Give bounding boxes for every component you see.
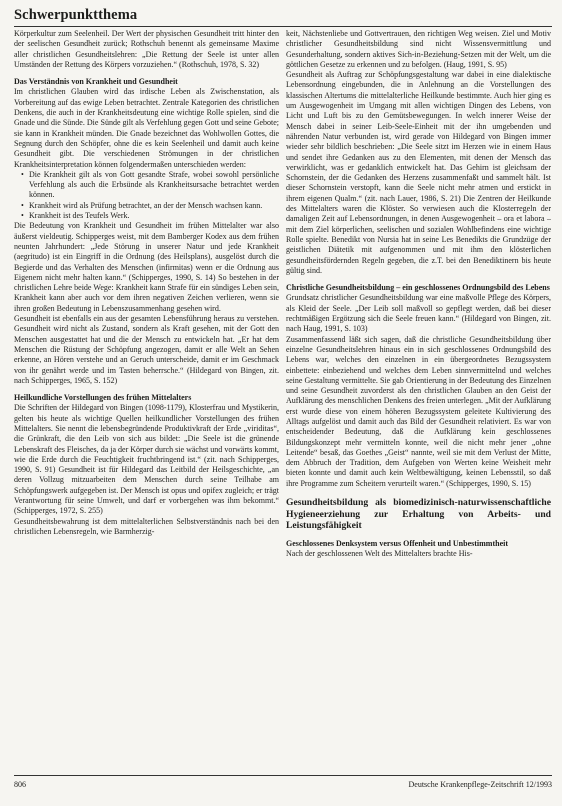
subheading: Das Verständnis von Krankheit und Gesundheit [14,77,178,87]
subheading: Heilkundliche Vorstellungen des frühen Mittelalters [14,393,192,403]
left-column [14,29,279,769]
paragraph: Körperkultur zum Seelenheil. Der Wert der physischen Gesundheit tritt hinter den der seelischen Gesundheit zurück; Rothschuh benennt als gemeinsame Maxime aller christlichen Gesundheitslehren: „Die Rettung der Seele ist unter allen Umständen der Rettung des Körpers vorzuziehen.“ (Rothschuh, 1978, S. 32) [14,29,279,69]
right-column [286,29,551,769]
paragraph: Im christlichen Glauben wird das irdische Leben als Zwischenstation, als Vorbereitung auf das ewige Leben betrachtet. Zentrale Kategorien des christlichen Denkens, die auch in der Krankheitsdeutung eine wichtige Rolle spielen, sind die Gnade und die Sünde. Die Sünde gilt als Verfehlung gegen Gott und seine Gebote; sie kann in Krankheit münden. Die Gnade bezeichnet das Wohlwollen Gottes, die Segnung durch den Schöpfer, ohne die es kein Seelenheil und damit auch keine Gesundheit gibt. Die verschiedenen Strömungen in der christlichen Krankheitsinterpretation können folgendermaßen unterschieden werden: [14,87,279,169]
list-item: • Die Krankheit gilt als von Gott gesandte Strafe, wobei sowohl persönliche Verfehlung als auch die Erbsünde als Krankheitsursache betrachtet werden können. [22,170,279,201]
paragraph: Die Schriften der Hildegard von Bingen (1098-1179), Klosterfrau und Mystikerin, gelten bis heute als wichtige Quellen heilkundlicher Vorstellungen des frühen Mittelalters. Sie nennt die lebensbegründende Produktivkraft der Erde „viriditas“, die Grünkraft, die den Leib von sich aus bildet: „Die Seele ist die grünende Lebenskraft des Fleisches, da ja der Körper durch sie wächst und vorwärts kommt, wie die Erde durch die Feuchtigkeit fruchtbringend ist.“ (zit. nach Schipperges, 1990, S. 91) Gesundheit ist für Hildegard das Leitbild der Heilsgeschichte, „an deren Vollzug mitzuarbeiten dem Menschen durch seine Teilhabe am Schöpfungswerk aufgegeben ist. Der Mensch ist opus und opifex zugleich; er trägt Verantwortung für seine Umwelt, und darf er vorbergehen was ihm bekommt.“ (Schipperges, 1972, S. 255) [14,403,279,516]
paragraph: Zusammenfassend läßt sich sagen, daß die christliche Gesundheitsbildung über einzelne Gesundheitslehren hinaus ein in sich geschlossenes Ordnungsbild des Lebens war, welches den einzelnen in ein übergeordnetes Bezugssystem einbettete: einbeziehend und welches dem Leben sinnvermittelnd und welches seine Gestaltung vermittelte. Sie gab Orientierung in der Bedeutung des Einzelnen und seine Gesundheit zuvorderst als den christlichen Glauben an den Geist der Aufklärung des menschlichen Denkens des freien unterlegen. „Mit der Aufklärung erst wurde diese von einem höheren Bezugssystem geleitete Kultivierung des Alltags aufgelöst und damit auch das Bild der Gesundheit relativiert. Es war von entscheidender Bedeutung, daß die Aufklärung kein geschlossenes Bildungskonzept mehr vermitteln konnte, weil die nicht mehr jener „ohne Leitende“ besaß, das Goethes „Geist“ nannte, weil sie mit dem Verlust der Mitte, dem Abbruch der Tradition, dem Aufgeben von Werten keine Weisheit mehr bieten konnte und damit auch kein Weltbewältigung, keinen Lebensstil, so daß ihre Programme zum Scheitern verurteilt waren.“ (Schipperges, 1990, S. 15) [286,334,551,488]
list-item: • Krankheit ist des Teufels Werk. [22,211,279,221]
journal-name: Deutsche Krankenpflege-Zeitschrift 12/1993 [408,780,552,789]
page-number: 806 [14,780,26,789]
paragraph: keit, Nächstenliebe und Gottvertrauen, den richtigen Weg weisen. Ziel und Motiv christlicher Gesundheitsbildung sind nicht Wissensvermittlung und Gesunderhaltung, sondern aktives Sich-in-Beziehung-Setzen mit der Welt, um die göttlichen Gesetze zu erkennen und zu befolgen. (Haug, 1991, S. 95) [286,29,551,69]
paragraph: Gesundheit ist ebenfalls ein aus der gesamten Lebensführung heraus zu verstehen. Gesundheit wird nicht als Zustand, sondern als Kraft gesehen, mit der Gott den Menschen ausgestattet hat und die der Mensch zu entwickeln hat. „Er hat dem Menschen die Rüstung der Schöpfung angezogen, damit er alle Welt an Sehen erkenne, an Hören verstehe und an Geruch unterscheide, damit er im Geschmack von ihr genährt werde und im Tasten beherrsche.“ (Hildegard von Bingen, zit. nach Schipperges, 1965, S. 152) [14,314,279,385]
page-header [14,6,552,27]
section-heading: Gesundheitsbildung als biomedizinisch-naturwissenschaftliche Hygieneerziehung zur Erhaltung von Arbeits- und Leistungsfähigkeit [286,497,551,532]
page-footer [14,775,552,789]
paragraph: Nach der geschlossenen Welt des Mittelalters brachte His- [286,548,473,558]
section-title: Schwerpunktthema [14,7,138,23]
subheading: Geschlossenes Denksystem versus Offenheit und Unbestimmtheit [286,538,508,548]
list-item: • Krankheit wird als Prüfung betrachtet, an der der Mensch wachsen kann. [22,201,279,211]
paragraph: Die Bedeutung von Krankheit und Gesundheit im frühen Mittelalter war also äußerst vieldeutig. Schipperges weist, mit dem Bamberger Kodex aus dem frühen neunten Jahrhundert: „Jede Störung in unserer Natur und jede Krankheit (aegritudo) ist ein Eingriff in die Ordnung (des Heilsplans), ausgelöst durch die Begierde und das Verhalten des Menschen (infirmitas) wenn er die Ordnung aus Eigenem nicht mehr halten kann.“ (Schipperges, 1990, S. 14) So bestehen in der christlichen Lehre beide Wege: Krankheit kann Strafe für ein sündiges Leben sein, Krankheit kann aber auch vor dem ihren negativen Zeichen verlieren, wenn sie ihren großen Bedeutung in Lebenszusammenhang gesehen wird. [14,221,279,313]
paragraph: Grundsatz christlicher Gesundheitsbildung war eine maßvolle Pflege des Körpers, als Kleid der Seele. „Der Leib soll maßvoll so gepflegt werden, daß bei dieser rechtmäßigen Ergötzung sich die Seele freuen kann.“ (Hildegard von Bingen, zit. nach Haug, 1991, S. 103) [286,293,551,334]
subheading: Christliche Gesundheitsbildung – ein geschlossenes Ordnungsbild des Lebens [286,283,550,293]
paragraph: Gesundheit als Auftrag zur Schöpfungsgestaltung war dabei in eine dialektische Lebensordnung eingebunden, die in Anlehnung an die Vorstellungen des klassischen Altertums die mittelalterliche Heilkunde bestimmte. Auch hier ging es um Ausgewogenheit im Umgang mit allen wichtigen Dingen des Lebens, von Licht und Luft bis zu den Gemütsbewegungen. In welch innerer Weise der Mensch dabei in seiner Leib-Seele-Einheit mit der ihn umgebenden und nährenden Natur verbunden ist, wird gerade von Hildegard von Bingen immer wieder sehr bildlich beschrieben: „Die Seele sitzt im Herzen wie in einem Haus und sendet ihre Gedanken aus zu den Elementen, mit denen der Mensch das verwirklicht, was er gedanklich entwickelt hat. Das Gehirn ist gleichsam der Schornstein, der die Gedanken des Herzens zusammenfaßt und sammelt hält. Ist dieser Schornstein verstopft, kann die Seele nicht mehr atmen und erstickt in ihrem eigenen Qualm.“ (zit. nach Lauer, 1986, S. 21) Die Zentren der Heilkunde des Mittelalters waren die Klöster. So verwiesen auch die Klosterregeln der damaligen Zeit auf Lebensordnungen, in denen Ausgewogenheit – ora et labora – mit dem Ziel körperlichen, seelischen und sozialen Wohlbefindens eine wichtige Rolle spielte. Benedikt von Nursia hat in seine Les Benedikts die Grundzüge der geistlichen Diätetik mit aufgenommen und mit ihm den klösterlichen gesundheitsfördernden Regeln gegeben, die z.T. bei den Benediktinern bis heute gültig sind. [286,70,551,275]
paragraph: Gesundheitsbewahrung ist dem mittelalterlichen Selbstverständnis nach bei den christlichen Lebensregeln, wie Barmherzig- [14,516,279,536]
bullet-list [14,170,279,221]
